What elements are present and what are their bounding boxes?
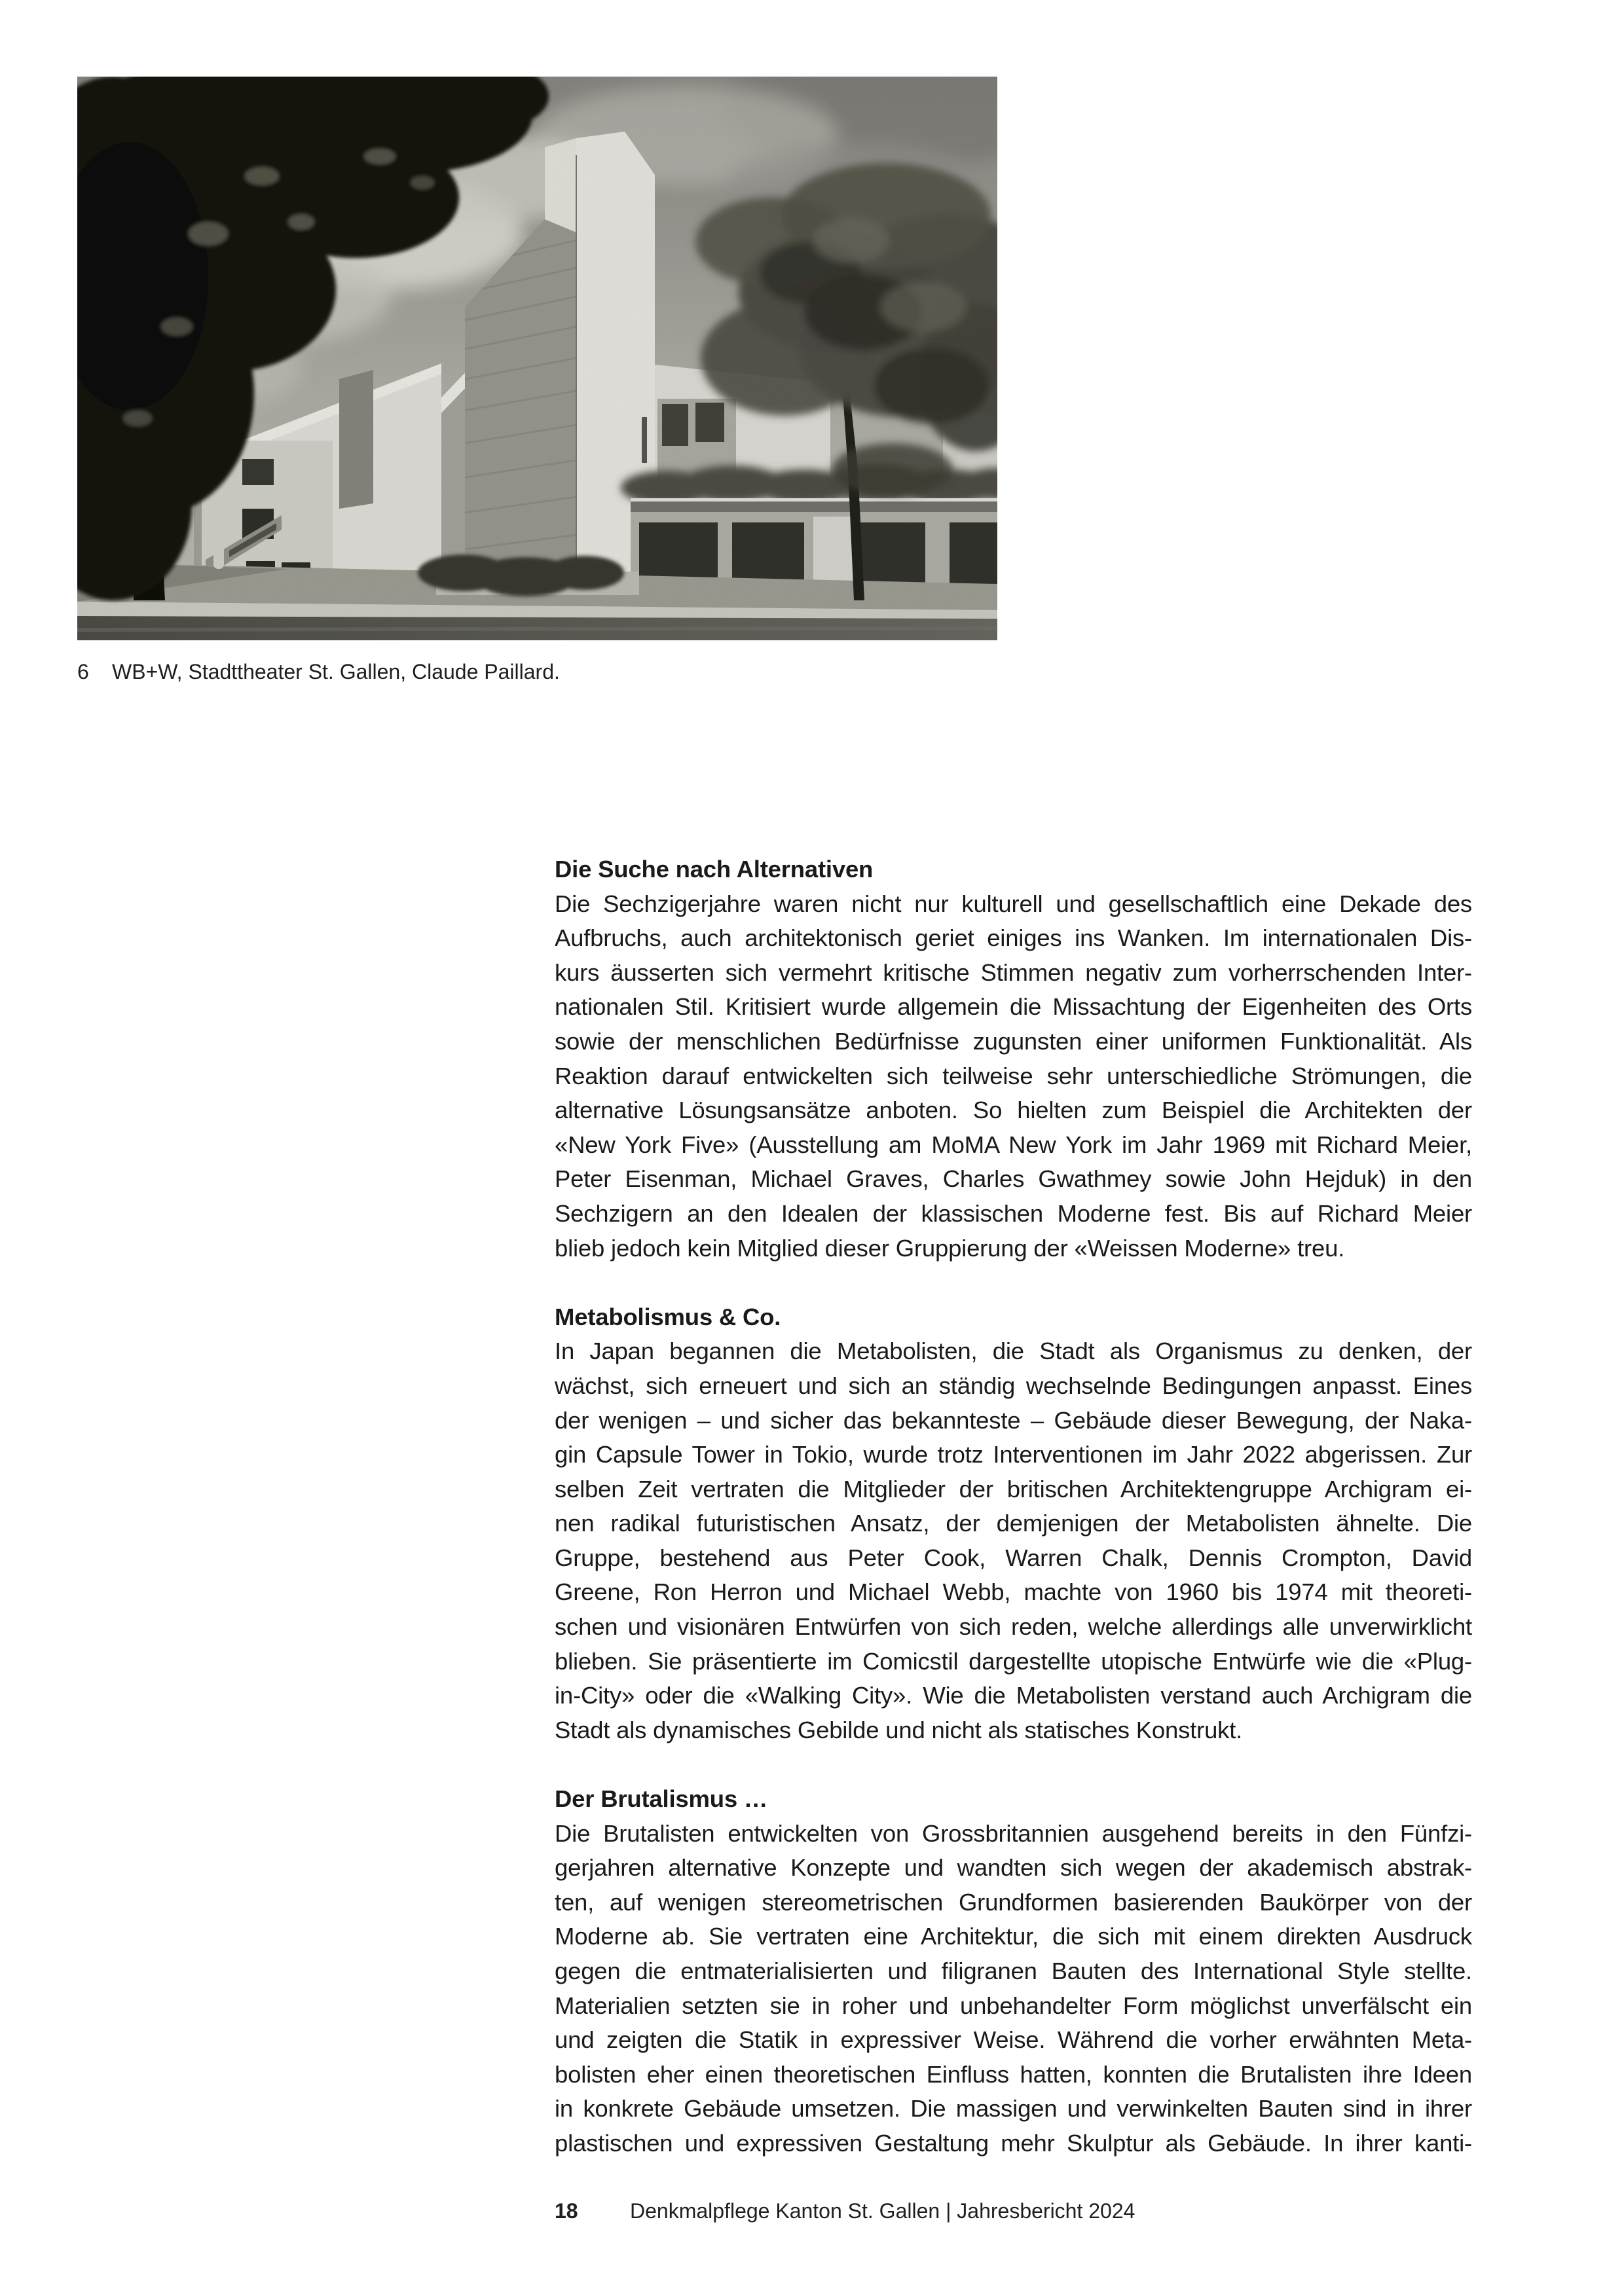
- text-line: Gruppe, bestehend aus Peter Cook, Warren Chalk, Dennis Crompton, David: [555, 1544, 1472, 1571]
- text-line: schen und visionären Entwürfen von sich reden, welche allerdings alle unverwirklicht: [555, 1613, 1472, 1641]
- text-line: Greene, Ron Herron und Michael Webb, machte von 1960 bis 1974 mit theoreti-: [555, 1578, 1472, 1606]
- text-line: Stadt als dynamisches Gebilde und nicht als statisches Konstrukt.: [555, 1716, 1243, 1743]
- figure-caption: [77, 659, 997, 685]
- text-line: gin Capsule Tower in Tokio, wurde trotz Interventionen im Jahr 2022 abgerissen. Zur: [555, 1441, 1472, 1468]
- text-line: Die Sechzigerjahre waren nicht nur kulturell und gesellschaftlich eine Dekade des: [555, 890, 1472, 917]
- text-line: plastischen und expressiven Gestaltung mehr Skulptur als Gebäude. In ihrer kanti-: [555, 2129, 1472, 2157]
- text-line: «New York Five» (Ausstellung am MoMA New York im Jahr 1969 mit Richard Meier,: [555, 1131, 1472, 1158]
- stadttheater-photo: [77, 77, 997, 640]
- text-line: ten, auf wenigen stereometrischen Grundformen basierenden Baukörper von der: [555, 1888, 1472, 1916]
- section-heading: Die Suche nach Alternativen: [555, 856, 874, 883]
- text-line: gegen die entmaterialisierten und filigranen Bauten des International Style stellte.: [555, 1958, 1472, 1984]
- text-line: Die Brutalisten entwickelten von Grossbritannien ausgehend bereits in den Fünfzi-: [555, 1819, 1472, 1847]
- text-line: nationalen Stil. Kritisiert wurde allgemein die Missachtung der Eigenheiten des Orts: [555, 993, 1472, 1021]
- text-line: selben Zeit vertraten die Mitglieder der britischen Architektengruppe Archigram ei-: [555, 1475, 1472, 1503]
- text-line: In Japan begannen die Metabolisten, die Stadt als Organismus zu denken, der: [555, 1338, 1472, 1365]
- text-line: kurs äusserten sich vermehrt kritische Stimmen negativ zum vorherrschenden Inter-: [555, 958, 1472, 986]
- photo-grain: [77, 77, 997, 640]
- section-heading: Der Brutalismus …: [555, 1785, 768, 1813]
- figure-caption-number: 6: [77, 660, 89, 683]
- text-line: wächst, sich erneuert und sich an ständig wechselnde Bedingungen anpasst. Eines: [555, 1372, 1472, 1399]
- article: [555, 852, 1472, 2161]
- text-line: Sechzigern an den Idealen der klassischen Moderne fest. Bis auf Richard Meier: [555, 1199, 1472, 1227]
- text-line: bolisten eher einen theoretischen Einfluss hatten, konnten die Brutalisten ihre Ideen: [555, 2060, 1472, 2088]
- text-line: Aufbruchs, auch architektonisch geriet einiges ins Wanken. Im internationalen Dis-: [555, 924, 1472, 952]
- text-line: und zeigten die Statik in expressiver Weise. Während die vorher erwähnten Meta-: [555, 2026, 1472, 2054]
- text-line: nen radikal futuristischen Ansatz, der demjenigen der Metabolisten ähnelte. Die: [555, 1510, 1472, 1537]
- figure-caption-text: WB+W, Stadttheater St. Gallen, Claude Paillard.: [112, 660, 560, 683]
- footer-text: Denkmalpflege Kanton St. Gallen | Jahresbericht 2024: [630, 2199, 1135, 2223]
- text-line: Reaktion darauf entwickelten sich teilweise sehr unterschiedliche Strömungen, die: [555, 1062, 1472, 1089]
- text-line: der wenigen – und sicher das bekannteste – Gebäude dieser Bewegung, der Naka-: [555, 1406, 1472, 1434]
- text-line: Peter Eisenman, Michael Graves, Charles Gwathmey sowie John Hejduk) in den: [555, 1165, 1472, 1193]
- text-line: Moderne ab. Sie vertraten eine Architektur, die sich mit einem direkten Ausdruck: [555, 1923, 1472, 1950]
- section-heading: Metabolismus & Co.: [555, 1303, 781, 1330]
- text-line: in konkrete Gebäude umsetzen. Die massigen und verwinkelten Bauten sind in ihrer: [555, 2095, 1472, 2123]
- text-line: alternative Lösungsansätze anboten. So hielten zum Beispiel die Architekten der: [555, 1097, 1472, 1124]
- text-line: Materialien setzten sie in roher und unbehandelter Form möglichst unverfälscht ein: [555, 1992, 1472, 2019]
- text-line: sowie der menschlichen Bedürfnisse zugunsten einer uniformen Funktionalität. Als: [555, 1027, 1472, 1055]
- stadttheater-photo-illustration: [77, 77, 997, 640]
- page-footer: [555, 2198, 1135, 2224]
- footer-page-number: 18: [555, 2199, 578, 2223]
- text-line: blieben. Sie präsentierte im Comicstil dargestellte utopische Entwürfe wie die «Plug-: [555, 1647, 1472, 1675]
- text-line: blieb jedoch kein Mitglied dieser Gruppierung der «Weissen Moderne» treu.: [555, 1234, 1345, 1262]
- text-line: in-City» oder die «Walking City». Wie die Metabolisten verstand auch Archigram die: [555, 1682, 1472, 1709]
- text-line: gerjahren alternative Konzepte und wandten sich wegen der akademisch abstrak-: [555, 1854, 1472, 1882]
